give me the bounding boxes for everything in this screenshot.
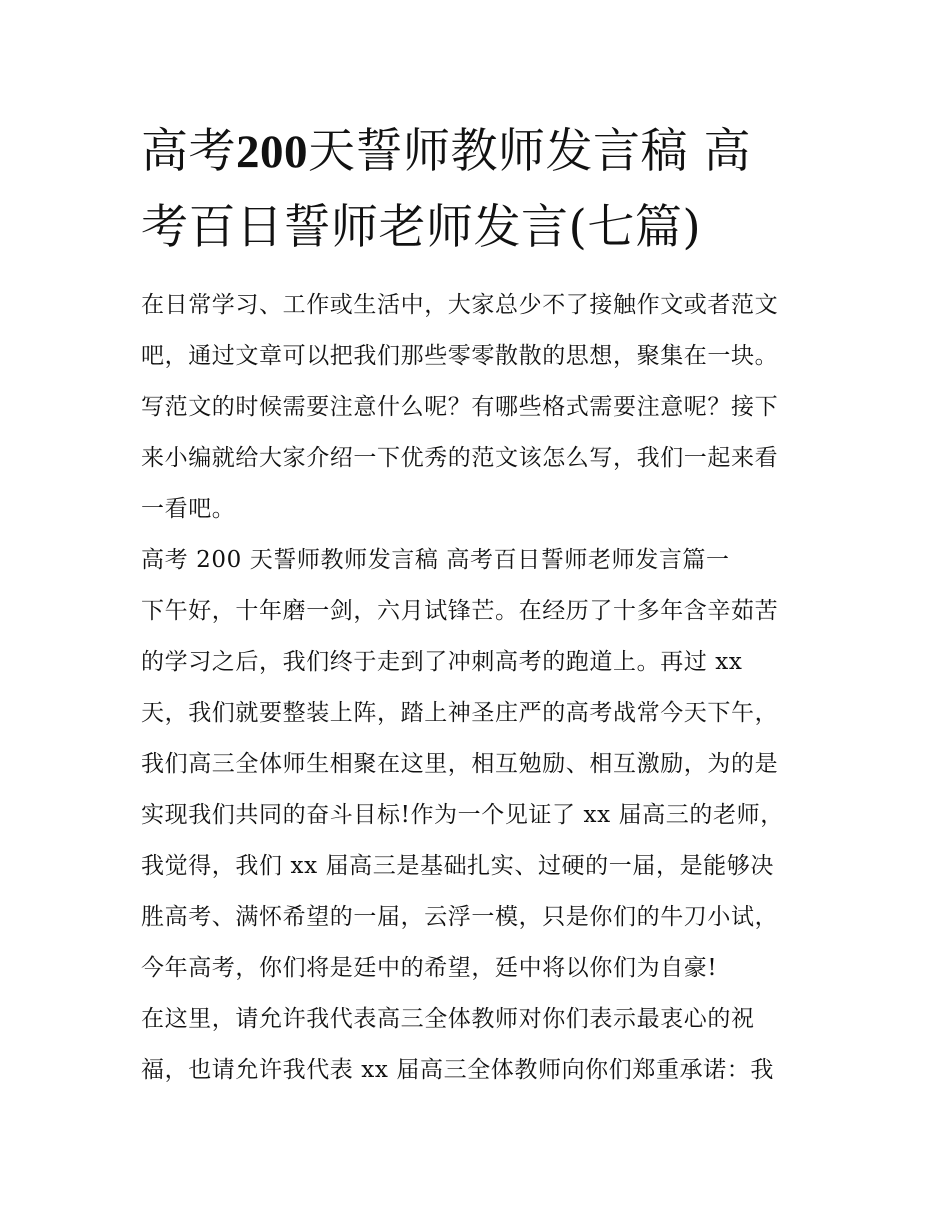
paragraph-line: 一看吧。 (141, 496, 236, 522)
title-line-2 (141, 200, 701, 255)
paragraph-line: 写范文的时候需要注意什么呢？有哪些格式需要注意呢？接下 (141, 394, 779, 420)
paragraph-line: 在日常学习、工作或生活中，大家总少不了接触作文或者范文 (141, 292, 779, 318)
paragraph-line: 我觉得，我们 xx 届高三是基础扎实、过硬的一届，是能够决 (141, 853, 774, 879)
paragraph-line: 下午好，十年磨一剑，六月试锋芒。在经历了十多年含辛茹苦 (141, 598, 779, 624)
title-line-1 (141, 124, 751, 179)
document-body (141, 280, 821, 1096)
title-number: 200 (236, 126, 308, 178)
paragraph-line: 我们高三全体师生相聚在这里，相互勉励、相互激励，为的是 (141, 751, 779, 777)
paragraph-line: 实现我们共同的奋斗目标!作为一个见证了 xx 届高三的老师， (141, 802, 784, 828)
paragraph-line: 天，我们就要整装上阵，踏上神圣庄严的高考战常今天下午， (141, 700, 779, 726)
title-text: 考百日誓师老师发言(七篇) (141, 200, 702, 255)
paragraph-line: 吧，通过文章可以把我们那些零零散散的思想，聚集在一块。 (141, 343, 779, 369)
paragraph-line: 今年高考，你们将是廷中的希望，廷中将以你们为自豪! (141, 955, 718, 981)
paragraph-line: 的学习之后，我们终于走到了冲刺高考的跑道上。再过 xx (141, 649, 743, 675)
paragraph-line: 来小编就给大家介绍一下优秀的范文该怎么写，我们一起来看 (141, 445, 779, 471)
section-heading: 高考 200 天誓师教师发言稿 高考百日誓师老师发言篇一 (141, 547, 730, 573)
document-title (141, 114, 831, 265)
paragraph-line: 胜高考、满怀希望的一届，云浮一模，只是你们的牛刀小试， (141, 904, 779, 930)
paragraph-line: 在这里，请允许我代表高三全体教师对你们表示最衷心的祝 (141, 1006, 755, 1032)
title-text: 天誓师教师发言稿 高 (308, 124, 751, 179)
paragraph-line: 福，也请允许我代表 xx 届高三全体教师向你们郑重承诺：我 (141, 1057, 774, 1083)
title-text: 高考 (141, 124, 236, 179)
